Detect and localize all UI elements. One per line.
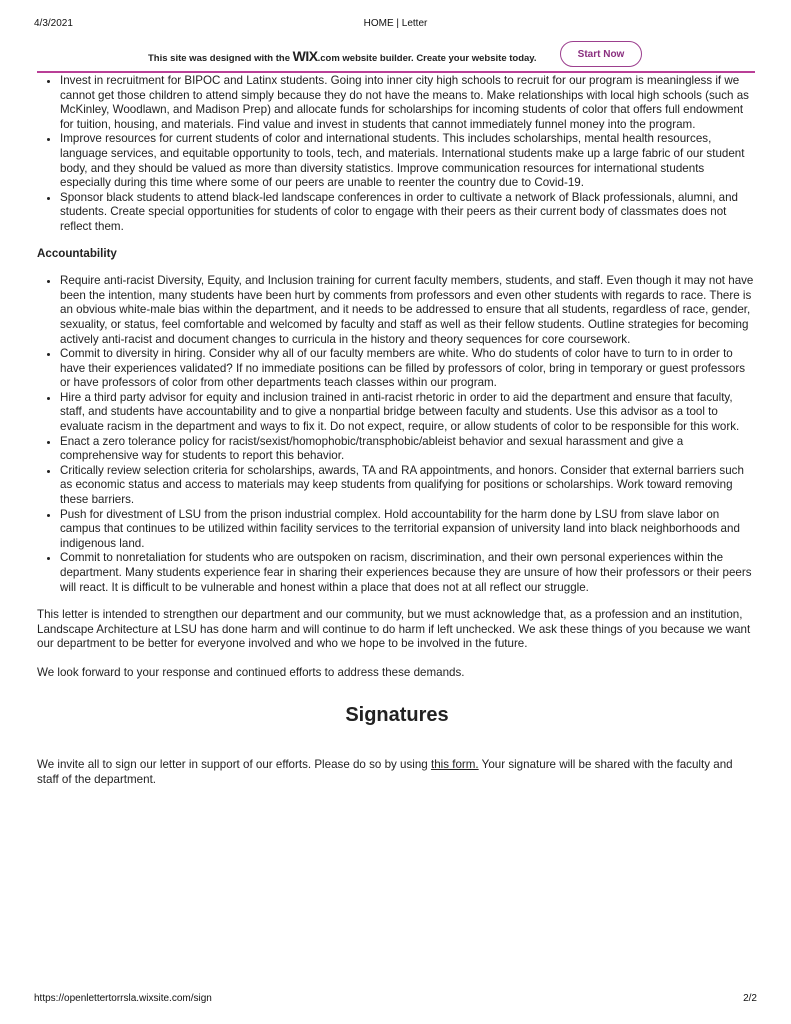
print-url: https://openlettertorrsla.wixsite.com/sign [34,993,212,1004]
wix-promo-text: This site was designed with the WIX.com website builder. Create your website today. [148,48,537,64]
banner-divider [37,71,755,73]
wix-logo: WIX [292,48,318,64]
start-now-button[interactable]: Start Now [560,41,642,67]
list-item: • Enact a zero tolerance policy for racist/sexist/homophobic/transphobic/ableist behavior and sexual harassment and give a comprehensive way for students to report this behavior. [60,435,757,464]
list-item: • Require anti-racist Diversity, Equity, and Inclusion training for current faculty members, students, and staff. Even though it may not have been the intention, many students have been hurt by comments from professors and even other students with regards to race. There is an obvious white-male bias within the department, and it needs to be addressed to ensure that all students, regardless of race, gender, sexuality, or status, feel comfortable and welcomed by faculty and staff as well as their fellow students. Outline strategies for becoming actively anti-racist and document changes to curricula in the history and theory sequences for core coursework. [60,274,757,347]
print-header [34,18,757,32]
demands-list-accountability [37,274,757,595]
signatures-heading: Signatures [345,703,449,726]
wix-promo-banner [0,40,791,70]
list-item: • Commit to diversity in hiring. Consider why all of our faculty members are white. Who do students of color have to turn to in order to have their experiences validated? If no immediate positions can be filled by professors of color, bring in temporary or guest professors or have professors of color from other departments teach classes within our program. [60,347,757,391]
print-footer [34,993,757,1007]
print-date: 4/3/2021 [34,18,73,29]
list-item: • Critically review selection criteria for scholarships, awards, TA and RA appointments, and honors. Consider that external barriers such as economic status and access to materials may keep students from qualifying for positions or scholarships. Work toward removing these barriers. [60,464,757,508]
list-item: • Push for divestment of LSU from the prison industrial complex. Hold accountability for the harm done by LSU from slave labor on campus that continues to be utilized within facility services to the territorial expansion of university land into black neighborhoods and indigenous land. [60,508,757,552]
signatures-paragraph: We invite all to sign our letter in support of our efforts. Please do so by using this form. Your signature will be shared with the faculty and staff of the department. [37,758,733,786]
list-item: • Sponsor black students to attend black-led landscape conferences in order to cultivate a network of Black professionals, alumni, and students. Create special opportunities for students of color to engage with their peers as their current body of classmates does not reflect them. [60,191,757,235]
print-page-number: 2/2 [743,993,757,1004]
list-item: • Hire a third party advisor for equity and inclusion trained in anti-racist rhetoric in order to aid the department and ensure that faculty, staff, and students have accountability and to give a nonpartial bridge between faculty and students. Use this advisor as a tool to evaluate racism in the department and ways to fix it. Do not expect, require, or allow students of color to be responsible for this work. [60,391,757,435]
accountability-heading: Accountability [37,246,117,260]
closing-paragraph: This letter is intended to strengthen our department and our community, but we must acknowledge that, as a profession and an institution, Landscape Architecture at LSU has done harm and will continue to do harm if left unchecked. We ask these things of you because we want our department to be better for everyone involved and who we hope to be involved in the future. [37,608,751,651]
list-item: • Improve resources for current students of color and international students. This includes scholarships, mental health resources, language services, and equitable opportunity to tools, tech, and materials. International students make up a large fabric of our student body, and they should be valued as more than diversity statistics. Improve communication resources for international students especially during this time where some of our peers are unable to reenter the country due to Covid-19. [60,132,757,190]
demands-list-resources [37,74,757,235]
letter-content [37,74,757,787]
response-paragraph: We look forward to your response and continued efforts to address these demands. [37,665,465,679]
sign-form-link[interactable]: this form. [430,758,479,772]
list-item: • Commit to nonretaliation for students who are outspoken on racism, discrimination, and their own personal experiences within the department. Many students experience fear in sharing their experiences because they are unsure of how their professors or their peers will react. It is difficult to be vulnerable and honest within a place that does not at all reflect our struggle. [60,551,757,595]
list-item: • Invest in recruitment for BIPOC and Latinx students. Going into inner city high schools to recruit for our program is meaningless if we cannot get those children to attend simply because they do not have the means to. Make relationships with local high schools (such as McKinley, Woodlawn, and Madison Prep) and allocate funds for scholarships for incoming students of color that offers full endowment for tuition, housing, and materials. Find value and invest in students that cannot immediately funnel money into the program. [60,74,757,132]
print-page-title: HOME | Letter [363,18,428,29]
